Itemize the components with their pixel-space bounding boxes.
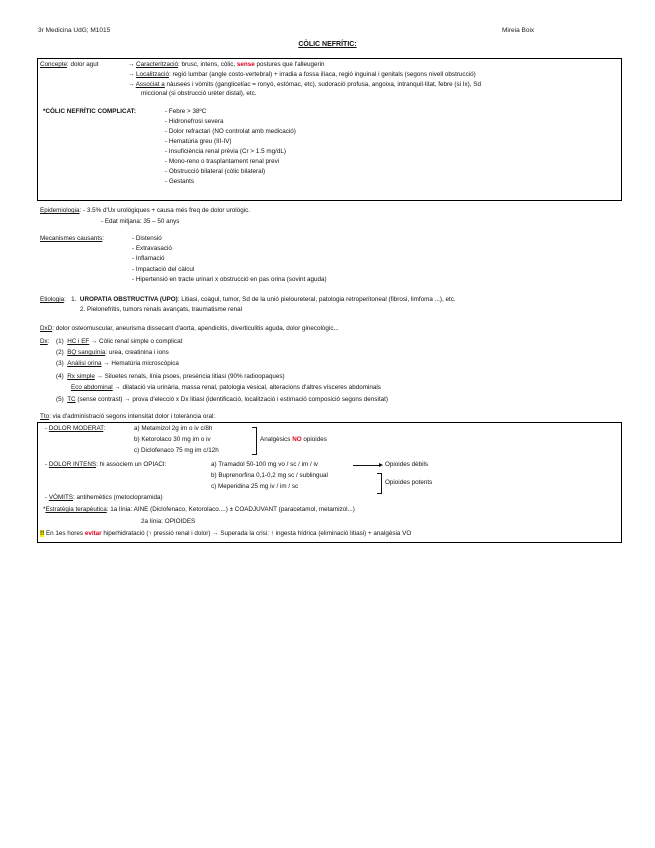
brace-intens — [377, 473, 382, 494]
intens-label: - DOLOR INTENS: hi associem un OPIACI: — [45, 461, 167, 468]
arrow-icon: → — [128, 81, 135, 88]
estrategia-line-2: 2a línia: OPIOIDES — [141, 518, 196, 525]
page-title: CÒLIC NEFRÍTIC: — [298, 41, 357, 48]
sense-highlight: sense — [236, 61, 255, 68]
up-arrow-icon: ↑ — [270, 530, 274, 537]
etiologia-line-2: 2. Pielonefritis, tumors renals avançats, traumatisme renal — [80, 306, 243, 313]
dx-item-2: (2) BQ sanguínia: urea, creatinina i ions — [56, 349, 169, 356]
associat-line: → Associat a nàusees i vòmits (ganglicelíac = ronyó, estómac, etc), sudoració profusa, angoixa, intranquil·litat, febre (si Ix), Sd — [128, 81, 481, 88]
warning-line: !! En 1es hores evitar hiperhidratació (↑ pressió renal i dolor) → Superada la crisi: ↑ ingesta hídrica (eliminació litiasi) + analgèsia VO — [40, 530, 412, 537]
dx-item-4: (4) Rx simple → Siluetes renals, línia psoes, presència litiasi (90% radioopaques) — [56, 373, 285, 380]
list-item: a) Tramadol 50-100 mg vo / sc / im / iv — [211, 461, 319, 468]
arrow-icon: → — [128, 61, 135, 68]
epidemiologia-label: Epidemiologia — [40, 207, 80, 214]
list-item: c) Diclofenaco 75 mg im c/12h — [134, 447, 219, 454]
associat-line-cont: miccional (si obstrucció urèter distal), etc. — [141, 90, 257, 97]
list-item: - Hipertensió en tracte urinari x obstrucció en pas orina (sovint aguda) — [132, 276, 327, 283]
epidemiologia-line-1: Epidemiologia: - 3.5% d'Ux urològiques + causa més freq de dolor urològic. — [40, 207, 250, 214]
arrow-icon: → — [91, 338, 98, 345]
dx-item-1: (1) HC i EF → Còlic renal simple o complicat — [56, 338, 183, 345]
tto-line: Tto: via d'administració segons intensitat dolor i tolerància oral: — [40, 413, 216, 420]
list-item: b) Buprenorfina 0,1-0,2 mg sc / sublingual — [211, 472, 328, 479]
mecanismes-label: Mecanismes causants: — [40, 235, 105, 242]
moderat-label: - DOLOR MODERAT: — [45, 425, 106, 432]
arrow-icon: → — [96, 373, 103, 380]
list-item: - Inflamació — [132, 255, 165, 262]
list-item: - Distensió — [132, 235, 162, 242]
dx-item-3: (3) Anàlisi orina → Hematúria microscòpica — [56, 360, 179, 367]
header-course: 3r Medicina UdG; M1015 — [38, 27, 111, 34]
dxd-line: DxD: dolor osteomuscular, aneurisma dissecant d'aorta, apendicitis, diverticulitis aguda, dolor ginecològic... — [40, 325, 339, 332]
list-item: - Hematúria greu (III-IV) — [165, 138, 232, 145]
concepte-label: Concepte — [40, 61, 67, 68]
list-item: - Hidronefrosi severa — [165, 118, 224, 125]
localitzacio-line: → Localització: regió lumbar (angle costo-vertebral) + irradia a fossa ilíaca, regió inguinal i genitals (segons nivell obstrucció) — [128, 71, 476, 78]
analgesics-label: Analgèsics NO opioides — [260, 436, 327, 443]
etiologia-line-1: Etiologia: 1. UROPATIA OBSTRUCTIVA (UPO): Litiasi, coàgul, tumor, Sd de la unió pieloureteral, patologia retroperitoneal (fibrosi, limfoma ...), etc. — [40, 296, 456, 303]
brace-moderat — [252, 427, 257, 455]
list-item: - Extravasació — [132, 245, 172, 252]
header-author: Mireia Boix — [502, 27, 535, 34]
epidemiologia-line-2: - Edat mitjana: 35 – 50 anys — [101, 218, 180, 225]
list-item: - Gestants — [165, 178, 195, 185]
concepte-line-1: Concepte: dolor agut — [40, 61, 99, 68]
list-item: c) Meperidina 25 mg iv / im / sc — [211, 483, 299, 490]
list-item: - Mono-reno o trasplantament renal previ — [165, 158, 280, 165]
arrow-head-icon — [379, 463, 383, 467]
estrategia-line-1: *Estratègia terapèutica: 1a línia: AINE (Diclofenaco, Ketorolaco....) ± COADJUVANT (paracetamol, metamizol...) — [43, 506, 355, 513]
dx-item-5: (5) TC (sense contrast) → prova d'elecció x Dx litiasi (identificació, localització i estimació composició segons densitat) — [56, 396, 388, 403]
arrow-icon: → — [212, 530, 219, 537]
dxd-label: DxD — [40, 325, 53, 332]
dx-item-eco: Eco abdominal → dilatació via urinària, massa renal, patologia vesical, alteracions d'altres vísceres abdominals — [71, 384, 381, 391]
etiologia-label: Etiologia — [40, 296, 65, 303]
list-item: - Febre > 38ºC — [165, 108, 207, 115]
arrow-icon: → — [114, 384, 121, 391]
list-item: - Obstrucció bilateral (còlic bilateral) — [165, 168, 266, 175]
vomits-line: - VÒMITS: antihemètics (metoclopramida) — [45, 494, 163, 501]
caracteritzacio-line: → Caracterització: brusc, intens, còlic, sense postures que l'alleugerin — [128, 61, 325, 68]
opioides-debils: Opioides dèbils — [385, 461, 429, 468]
list-item: a) Metamizol 2g im o iv c/8h — [134, 425, 213, 432]
warning-icon: !! — [40, 530, 45, 537]
arrow-line — [353, 465, 379, 466]
complicat-label: *CÒLIC NEFRÍTIC COMPLICAT: — [43, 108, 136, 115]
arrow-icon: → — [103, 360, 110, 367]
list-item: - Insuficiència renal prèvia (Cr > 1.5 mg/dL) — [165, 148, 286, 155]
opioides-potents: Opioides potents — [385, 479, 433, 486]
tto-label: Tto — [40, 413, 50, 420]
list-item: - Impactació del càlcul — [132, 266, 195, 273]
dx-label: Dx: — [40, 338, 50, 345]
list-item: b) Ketorolaco 30 mg im o iv — [134, 436, 211, 443]
list-item: - Dolor refractari (NO controlat amb medicació) — [165, 128, 296, 135]
concepte-box — [37, 58, 622, 201]
arrow-icon: → — [124, 396, 131, 403]
arrow-icon: → — [128, 71, 135, 78]
up-arrow-icon: ↑ — [148, 530, 152, 537]
tto-box — [37, 422, 622, 543]
